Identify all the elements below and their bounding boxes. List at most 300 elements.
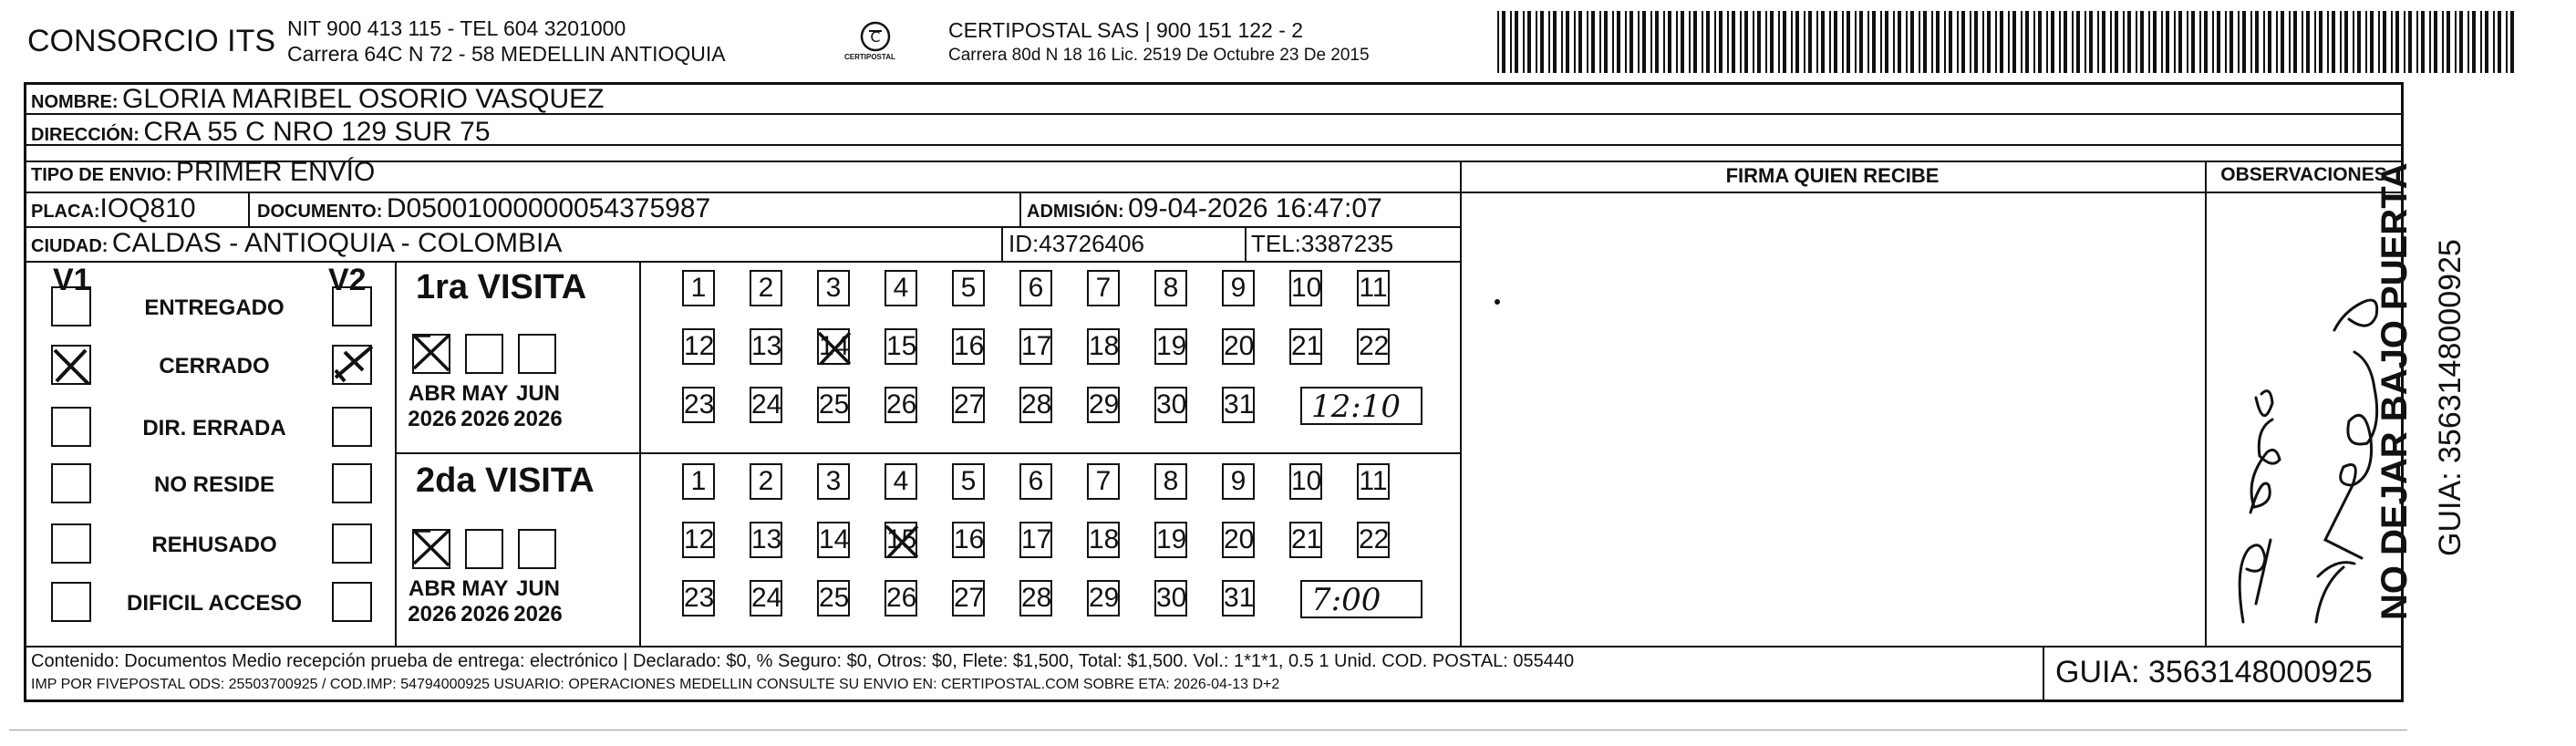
barcode-bar — [2480, 11, 2482, 73]
barcode-bar — [1834, 11, 1837, 73]
first-visit-day-cell[interactable]: 30 — [1154, 387, 1187, 423]
barcode-bar — [2395, 11, 2399, 73]
status-option-label: DIFICIL ACCESO — [126, 591, 302, 616]
barcode-bar — [2314, 11, 2316, 73]
barcode-bar — [2161, 11, 2163, 73]
second-visit-day-cell[interactable]: 27 — [952, 580, 985, 616]
barcode-bar — [1497, 11, 1499, 73]
courier-line2: Carrera 80d N 18 16 Lic. 2519 De Octubre 23 De 2015 — [948, 46, 1370, 65]
first-visit-day-cell[interactable]: 22 — [1357, 328, 1390, 365]
second-visit-day-cell[interactable]: 19 — [1154, 522, 1187, 558]
barcode-bar — [1795, 11, 1799, 73]
second-visit-day-cell[interactable]: 16 — [952, 522, 985, 558]
documento-label: DOCUMENTO: — [257, 202, 383, 222]
barcode-bar — [2263, 11, 2265, 73]
barcode-bar — [1872, 11, 1876, 73]
second-visit-day-cell[interactable]: 12 — [682, 522, 715, 558]
barcode-bar — [1604, 11, 1608, 73]
barcode-bar — [2059, 11, 2061, 73]
first-visit-day-cell[interactable]: 26 — [885, 387, 917, 423]
barcode-bar — [1548, 11, 1550, 73]
v1-checkbox[interactable] — [51, 345, 91, 385]
company-name: CONSORCIO ITS — [27, 24, 276, 58]
certipostal-logo — [839, 18, 912, 69]
barcode-bar — [2250, 11, 2252, 73]
tipo-envio-label: TIPO DE ENVIO: — [31, 165, 172, 185]
second-visit-day-cell[interactable]: 20 — [1222, 522, 1255, 558]
second-visit-day-cell[interactable]: 28 — [1019, 580, 1052, 616]
barcode-bar — [2012, 11, 2016, 73]
barcode-bar — [2072, 11, 2074, 73]
month-checkbox-abr[interactable] — [412, 529, 450, 569]
barcode-bar — [2459, 11, 2463, 73]
year-label: 2026 — [408, 602, 457, 627]
barcode-bar — [1949, 11, 1952, 73]
second-visit-day-cell[interactable]: 1 — [682, 463, 715, 500]
barcode-bar — [2365, 11, 2367, 73]
barcode-bar — [1987, 11, 1991, 73]
barcode-bar — [2153, 11, 2157, 73]
month-label: ABR — [409, 381, 456, 406]
barcode-bar — [2357, 11, 2361, 73]
second-visit-day-cell[interactable]: 15 — [885, 522, 917, 558]
barcode-bar — [2136, 11, 2137, 73]
barcode-bar — [2416, 11, 2418, 73]
barcode-bar — [2485, 11, 2488, 73]
barcode-bar — [2123, 11, 2125, 73]
v1-checkbox[interactable] — [51, 523, 91, 564]
barcode-bar — [1502, 11, 1505, 73]
v2-checkbox[interactable] — [332, 407, 372, 447]
v1-checkbox[interactable] — [51, 407, 91, 447]
barcode-bar — [2434, 11, 2437, 73]
barcode-bar — [1591, 11, 1595, 73]
v1-checkbox[interactable] — [51, 582, 91, 622]
id-label: ID: — [1009, 230, 1040, 257]
first-visit-day-cell[interactable]: 6 — [1019, 270, 1052, 306]
observaciones-handwriting — [2207, 193, 2402, 645]
first-visit-day-cell[interactable]: 10 — [1289, 270, 1322, 306]
first-visit-day-cell[interactable]: 8 — [1154, 270, 1187, 306]
barcode-bar — [2212, 11, 2214, 73]
first-visit-day-cell[interactable]: 15 — [885, 328, 917, 365]
barcode-bar — [1587, 11, 1588, 73]
first-visit-day-cell[interactable]: 28 — [1019, 387, 1052, 423]
status-option-label: NO RESIDE — [153, 472, 275, 497]
v1-checkbox[interactable] — [51, 463, 91, 503]
month-label: JUN — [515, 576, 560, 601]
first-visit-time-box — [1300, 387, 1422, 425]
second-visit-day-cell[interactable]: 11 — [1357, 463, 1390, 500]
ciudad-label: CIUDAD: — [31, 236, 109, 256]
barcode-bar — [1821, 11, 1825, 73]
barcode-bar — [1842, 11, 1844, 73]
second-visit-day-cell[interactable]: 24 — [750, 580, 782, 616]
barcode-bar — [2242, 11, 2246, 73]
barcode-bar — [1527, 11, 1531, 73]
first-visit-day-cell[interactable]: 12 — [682, 328, 715, 365]
first-visit-day-cell[interactable]: 31 — [1222, 387, 1255, 423]
barcode-bar — [1681, 11, 1684, 73]
placa-label: PLACA: — [31, 202, 100, 222]
second-visit-day-cell[interactable]: 17 — [1019, 522, 1052, 558]
month-checkbox-jun[interactable] — [518, 334, 556, 374]
barcode-bar — [1689, 11, 1691, 73]
first-visit-day-cell[interactable]: 11 — [1357, 270, 1390, 306]
barcode-bar — [2238, 11, 2240, 73]
first-visit-day-cell[interactable]: 13 — [750, 328, 782, 365]
barcode-bar — [2289, 11, 2291, 73]
admision-value: 09-04-2026 16:47:07 — [1128, 193, 1382, 223]
barcode-bar — [1919, 11, 1920, 73]
barcode-bar — [1574, 11, 1576, 73]
first-visit-day-cell[interactable]: 5 — [952, 270, 985, 306]
barcode-bar — [2378, 11, 2380, 73]
barcode-bar — [1561, 11, 1563, 73]
tel-label: TEL: — [1251, 230, 1301, 257]
barcode-bar — [2340, 11, 2342, 73]
barcode-bar — [2038, 11, 2042, 73]
barcode-bar — [2051, 11, 2054, 73]
v1-label: V1 — [53, 263, 91, 297]
first-visit-day-cell[interactable]: 21 — [1289, 328, 1322, 365]
first-visit-day-cell[interactable]: 19 — [1154, 328, 1187, 365]
barcode-bar — [2302, 11, 2303, 73]
second-visit-title: 2da VISITA — [416, 461, 595, 500]
barcode-bar — [2442, 11, 2444, 73]
month-label: ABR — [409, 576, 456, 601]
barcode-bar — [2306, 11, 2310, 73]
barcode-bar — [1719, 11, 1723, 73]
barcode-bar — [2332, 11, 2335, 73]
barcode-bar — [2498, 11, 2501, 73]
barcode-bar — [1816, 11, 1818, 73]
barcode-bar — [1855, 11, 1857, 73]
barcode-bar — [1753, 11, 1754, 73]
barcode-bar — [2191, 11, 2195, 73]
barcode-bar — [2421, 11, 2425, 73]
barcode-bar — [1663, 11, 1665, 73]
footer-guia: GUIA: 3563148000925 — [2055, 655, 2373, 689]
barcode-bar — [2008, 11, 2010, 73]
barcode-bar — [1859, 11, 1863, 73]
company-info-line1: NIT 900 413 115 - TEL 604 3201000 — [287, 16, 626, 40]
second-visit-day-cell[interactable]: 9 — [1222, 463, 1255, 500]
barcode-bar — [2148, 11, 2150, 73]
second-visit-day-cell[interactable]: 7 — [1087, 463, 1120, 500]
barcode-bar — [2217, 11, 2220, 73]
barcode-bar — [2344, 11, 2348, 73]
barcode-bar — [1702, 11, 1703, 73]
second-visit-day-cell[interactable]: 2 — [750, 463, 782, 500]
barcode-bar — [2353, 11, 2354, 73]
month-checkbox-may[interactable] — [465, 334, 503, 374]
v1-checkbox[interactable] — [51, 286, 91, 326]
barcode-bar — [1957, 11, 1959, 73]
barcode-bar — [2293, 11, 2297, 73]
barcode-bar — [1829, 11, 1831, 73]
barcode-bar — [1727, 11, 1729, 73]
barcode-bar — [1847, 11, 1850, 73]
second-visit-day-cell[interactable]: 25 — [817, 580, 850, 616]
v2-checkbox[interactable] — [332, 582, 372, 622]
barcode-bar — [1910, 11, 1914, 73]
barcode-bar — [1757, 11, 1761, 73]
barcode-bar — [1638, 11, 1640, 73]
second-visit-day-cell[interactable]: 8 — [1154, 463, 1187, 500]
month-checkbox-jun[interactable] — [518, 529, 556, 569]
footer-contenido: Contenido: Documentos Medio recepción prueba de entrega: electrónico | Declarado: $0, % Seguro: $0, Otros: $0, Flete: $1,500, Total: $1,500. Vol.: 1*1*1, 0.5 1 Unid. COD. POSTAL: 055440 — [31, 651, 1575, 671]
barcode-bar — [2085, 11, 2086, 73]
barcode — [1495, 11, 2517, 73]
month-label: MAY — [461, 576, 509, 601]
month-label: MAY — [461, 381, 509, 406]
second-visit-day-cell[interactable]: 31 — [1222, 580, 1255, 616]
first-visit-day-cell[interactable]: 23 — [682, 387, 715, 423]
barcode-bar — [1706, 11, 1710, 73]
first-visit-day-cell[interactable]: 3 — [817, 270, 850, 306]
barcode-bar — [1676, 11, 1678, 73]
barcode-bar — [2455, 11, 2457, 73]
status-option-label: CERRADO — [159, 354, 270, 378]
second-visit-day-cell[interactable]: 26 — [885, 580, 917, 616]
barcode-bar — [1599, 11, 1601, 73]
first-visit-day-cell[interactable]: 25 — [817, 387, 850, 423]
courier-line1: CERTIPOSTAL SAS | 900 151 122 - 2 — [948, 18, 1304, 42]
first-visit-title: 1ra VISITA — [416, 268, 587, 306]
barcode-bar — [1961, 11, 1965, 73]
logo-text: CERTIPOSTAL — [844, 53, 895, 61]
first-visit-day-cell[interactable]: 27 — [952, 387, 985, 423]
svg-text:C: C — [870, 28, 881, 46]
barcode-bar — [1553, 11, 1557, 73]
first-visit-day-cell[interactable]: 14 — [817, 328, 850, 365]
barcode-bar — [2229, 11, 2233, 73]
first-visit-day-cell[interactable]: 1 — [682, 270, 715, 306]
barcode-bar — [1732, 11, 1735, 73]
barcode-bar — [1982, 11, 1984, 73]
observaciones-header: OBSERVACIONES — [2220, 164, 2387, 185]
year-label: 2026 — [460, 407, 510, 431]
barcode-bar — [1867, 11, 1869, 73]
barcode-bar — [2404, 11, 2405, 73]
barcode-bar — [2187, 11, 2188, 73]
first-visit-day-cell[interactable]: 4 — [885, 270, 917, 306]
documento-value: D05001000000054375987 — [386, 193, 711, 223]
second-visit-day-cell[interactable]: 18 — [1087, 522, 1120, 558]
barcode-bar — [2166, 11, 2169, 73]
barcode-bar — [2268, 11, 2271, 73]
firma-header: FIRMA QUIEN RECIBE — [1725, 164, 1940, 187]
barcode-bar — [2319, 11, 2323, 73]
first-visit-day-cell[interactable]: 29 — [1087, 387, 1120, 423]
second-visit-time-handwriting: 7:00 — [1311, 582, 1381, 618]
barcode-bar — [2383, 11, 2386, 73]
year-label: 2026 — [408, 407, 457, 431]
barcode-bar — [2204, 11, 2208, 73]
v2-checkbox[interactable] — [332, 523, 372, 564]
barcode-bar — [2021, 11, 2023, 73]
barcode-bar — [1880, 11, 1882, 73]
id-value: 43726406 — [1039, 230, 1144, 257]
barcode-bar — [2225, 11, 2227, 73]
v2-label: V2 — [328, 263, 367, 297]
barcode-bar — [2064, 11, 2067, 73]
barcode-bar — [2467, 11, 2469, 73]
barcode-bar — [1770, 11, 1774, 73]
second-visit-day-cell[interactable]: 23 — [682, 580, 715, 616]
barcode-bar — [2025, 11, 2029, 73]
barcode-bar — [2506, 11, 2508, 73]
nombre-label: NOMBRE: — [31, 92, 119, 112]
barcode-bar — [2102, 11, 2105, 73]
month-checkbox-abr[interactable] — [412, 334, 450, 374]
barcode-bar — [1668, 11, 1671, 73]
barcode-bar — [1906, 11, 1908, 73]
barcode-bar — [2174, 11, 2176, 73]
barcode-bar — [1740, 11, 1742, 73]
barcode-bar — [2097, 11, 2099, 73]
second-visit-day-cell[interactable]: 21 — [1289, 522, 1322, 558]
barcode-bar — [2089, 11, 2093, 73]
second-visit-day-cell[interactable]: 22 — [1357, 522, 1390, 558]
barcode-bar — [1791, 11, 1793, 73]
barcode-bar — [1536, 11, 1537, 73]
barcode-bar — [1974, 11, 1978, 73]
barcode-bar — [1693, 11, 1697, 73]
barcode-bar — [1642, 11, 1646, 73]
barcode-bar — [1893, 11, 1895, 73]
direccion-value: CRA 55 C NRO 129 SUR 75 — [143, 117, 491, 147]
barcode-bar — [2046, 11, 2048, 73]
barcode-bar — [1650, 11, 1652, 73]
first-visit-day-cell[interactable]: 17 — [1019, 328, 1052, 365]
v2-checkbox[interactable] — [332, 286, 372, 326]
first-visit-day-cell[interactable]: 9 — [1222, 270, 1255, 306]
year-label: 2026 — [513, 602, 563, 627]
status-option-label: DIR. ERRADA — [142, 416, 286, 440]
footer-imp: IMP POR FIVEPOSTAL ODS: 25503700925 / COD.IMP: 54794000925 USUARIO: OPERACIONES MEDELLIN CONSULTE SU ENVIO EN: CERTIPOSTAL.COM SOBRE ETA: 2026-04-13 D+2 — [31, 677, 1280, 692]
barcode-bar — [1936, 11, 1940, 73]
second-visit-day-cell[interactable]: 5 — [952, 463, 985, 500]
year-label: 2026 — [460, 602, 510, 627]
barcode-bar — [2447, 11, 2450, 73]
side-warning: NO DEJAR BAJO PUERTA — [2374, 162, 2415, 620]
barcode-bar — [1931, 11, 1933, 73]
second-visit-day-cell[interactable]: 4 — [885, 463, 917, 500]
barcode-bar — [1523, 11, 1525, 73]
second-visit-day-cell[interactable]: 10 — [1289, 463, 1322, 500]
first-visit-day-cell[interactable]: 2 — [750, 270, 782, 306]
barcode-bar — [1944, 11, 1946, 73]
barcode-bar — [1510, 11, 1512, 73]
barcode-bar — [1629, 11, 1633, 73]
barcode-bar — [2178, 11, 2182, 73]
barcode-bar — [2140, 11, 2144, 73]
ciudad-value: CALDAS - ANTIOQUIA - COLOMBIA — [111, 228, 563, 258]
barcode-bar — [2110, 11, 2112, 73]
barcode-bar — [1612, 11, 1614, 73]
second-visit-day-cell[interactable]: 6 — [1019, 463, 1052, 500]
status-option-label: ENTREGADO — [144, 295, 284, 320]
barcode-bar — [2000, 11, 2003, 73]
barcode-bar — [2115, 11, 2118, 73]
barcode-bar — [2327, 11, 2329, 73]
barcode-bar — [2370, 11, 2374, 73]
barcode-bar — [1744, 11, 1748, 73]
direccion-label: DIRECCIÓN: — [31, 125, 140, 145]
first-visit-day-cell[interactable]: 20 — [1222, 328, 1255, 365]
barcode-bar — [1578, 11, 1582, 73]
first-visit-day-cell[interactable]: 24 — [750, 387, 782, 423]
barcode-bar — [1970, 11, 1971, 73]
second-visit-day-cell[interactable]: 30 — [1154, 580, 1187, 616]
barcode-bar — [2510, 11, 2514, 73]
barcode-bar — [1765, 11, 1767, 73]
barcode-bar — [2472, 11, 2476, 73]
year-label: 2026 — [513, 407, 563, 431]
second-visit-day-cell[interactable]: 3 — [817, 463, 850, 500]
barcode-bar — [2493, 11, 2495, 73]
first-visit-day-cell[interactable]: 7 — [1087, 270, 1120, 306]
tel-value: 3387235 — [1300, 230, 1394, 257]
barcode-bar — [2033, 11, 2035, 73]
barcode-bar — [1885, 11, 1888, 73]
second-visit-time-box — [1300, 580, 1422, 618]
barcode-bar — [1898, 11, 1901, 73]
barcode-bar — [1655, 11, 1659, 73]
barcode-bar — [2429, 11, 2431, 73]
barcode-bar — [1804, 11, 1805, 73]
barcode-bar — [2127, 11, 2131, 73]
barcode-bar — [2281, 11, 2284, 73]
side-guia: GUIA: 3563148000925 — [2433, 239, 2467, 556]
placa-value: IOQ810 — [99, 193, 196, 223]
tipo-envio-value: PRIMER ENVÍO — [175, 157, 376, 187]
company-info-line2: Carrera 64C N 72 - 58 MEDELLIN ANTIOQUIA — [287, 42, 726, 66]
barcode-bar — [1923, 11, 1927, 73]
first-visit-time-handwriting: 12:10 — [1311, 389, 1401, 425]
barcode-bar — [1995, 11, 1997, 73]
second-visit-day-cell[interactable]: 14 — [817, 522, 850, 558]
barcode-bar — [1714, 11, 1716, 73]
v2-checkbox[interactable] — [332, 345, 372, 385]
barcode-bar — [2076, 11, 2080, 73]
barcode-bar — [2255, 11, 2259, 73]
status-option-label: REHUSADO — [151, 533, 277, 557]
barcode-bar — [1566, 11, 1569, 73]
barcode-bar — [1625, 11, 1627, 73]
barcode-bar — [1617, 11, 1620, 73]
barcode-bar — [1808, 11, 1812, 73]
first-visit-day-cell[interactable]: 18 — [1087, 328, 1120, 365]
barcode-bar — [1515, 11, 1518, 73]
v2-checkbox[interactable] — [332, 463, 372, 503]
second-visit-day-cell[interactable]: 29 — [1087, 580, 1120, 616]
signature-area — [1462, 193, 2204, 645]
admision-label: ADMISIÓN: — [1027, 202, 1124, 222]
barcode-bar — [1778, 11, 1780, 73]
barcode-bar — [2408, 11, 2412, 73]
month-label: JUN — [515, 381, 560, 406]
month-checkbox-may[interactable] — [465, 529, 503, 569]
barcode-bar — [2276, 11, 2278, 73]
barcode-bar — [2199, 11, 2201, 73]
first-visit-day-cell[interactable]: 16 — [952, 328, 985, 365]
second-visit-day-cell[interactable]: 13 — [750, 522, 782, 558]
barcode-bar — [1540, 11, 1544, 73]
barcode-bar — [1783, 11, 1786, 73]
